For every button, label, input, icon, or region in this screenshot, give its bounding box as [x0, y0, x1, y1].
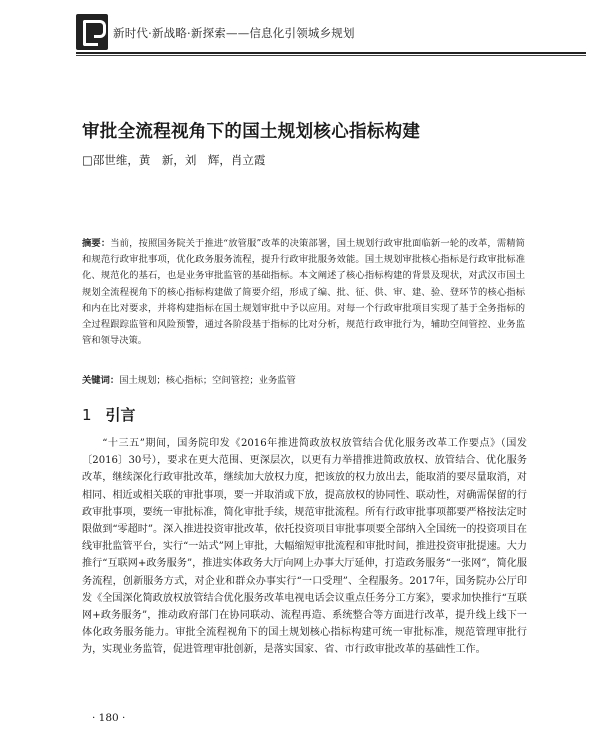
- page-number: · 180 ·: [92, 712, 126, 724]
- keywords-label: 关键词：: [82, 375, 120, 386]
- abstract-text: 当前，按照国务院关于推进“放管服”改革的决策部署，国土规划行政审批面临新一轮的改革，需精简和规范行政审批事项，优化政务服务流程，提升行政审批服务效能。国土规划审批核心指标是行政审批标准化、规范化的基石，也是业务审批监管的基础指标。本文阐述了核心指标构建的背景及现状，对武汉市国土规划全流程视角下的核心指标构建做了简要介绍，形成了编、批、征、供、审、建、验、登环节的核心指标和内在比对要求，并将构建指标在国土规划审批中予以应用。对每一个行政审批项目实现了基于全务指标的全过程跟踪监管和风险预警，通过各阶段基于指标的比对分析，规范行政审批行为，辅助空间管控、业务监管和领导决策。: [82, 238, 525, 347]
- abstract-label: 摘要：: [82, 238, 111, 249]
- header-rule-thick: [76, 52, 586, 54]
- section-title: 引言: [105, 406, 136, 424]
- body-paragraph: “十三五”期间，国务院印发《2016年推进简政放权放管结合优化服务改革工作要点》（国发〔2016〕30号），要求在更大范围、更深层次，以更有力举措推进简政放权、放管结合、优化服务改革，继续深化行政审批改革，继续加大放权力度，把该放的权力放出去，能取消的要尽量取消，对相同、相近或相关联的审批事项，要一并取消或下放，提高放权的协同性、联动性，对确需保留的行政审批事项，要统一审批标准，简化审批手续，规范审批流程。所有行政审批事项都要严格按法定时限做到“零超时”。深入推进投资审批改革，依托投资项目审批事项要全部纳入全国统一的投资项目在线审批监管平台，实行“一站式”网上审批，大幅缩短审批流程和审批时间，推进投资审批提速。大力推行“互联网+政务服务”，推进实体政务大厅向网上办事大厅延伸，打造政务服务“一张网”，简化服务流程，创新服务方式，对企业和群众办事实行“一口受理”、全程服务。2017年，国务院办公厅印发《全国深化简政放权放管结合优化服务改革电视电话会议重点任务分工方案》，要求加快推行“互联网+政务服务”，推动政府部门在协同联动、流程再造、系统整合等方面进行改革，提升线上线下一体化政务服务能力。审批全流程视角下的国土规划核心指标构建可统一审批标准，规范管理审批行为，实现业务监管，促进管理审批创新，是落实国家、省、市行政审批改革的基础性工作。: [82, 438, 527, 656]
- journal-logo-icon: [76, 14, 108, 50]
- running-title: 新时代·新战略·新探索——信息化引领城乡规划: [113, 26, 355, 40]
- running-header: [76, 14, 586, 54]
- keywords-text: 国土规划；核心指标；空间管控；业务监管: [119, 375, 296, 386]
- article-title: 审批全流程视角下的国土规划核心指标构建: [82, 122, 421, 142]
- section-heading: [82, 404, 136, 425]
- abstract: [82, 236, 525, 349]
- header-rule-thin: [76, 55, 586, 56]
- article-authors: □邵世维，黄 新，刘 辉，肖立霞: [82, 153, 266, 167]
- keywords: [82, 373, 525, 389]
- section-number: 1: [82, 406, 92, 424]
